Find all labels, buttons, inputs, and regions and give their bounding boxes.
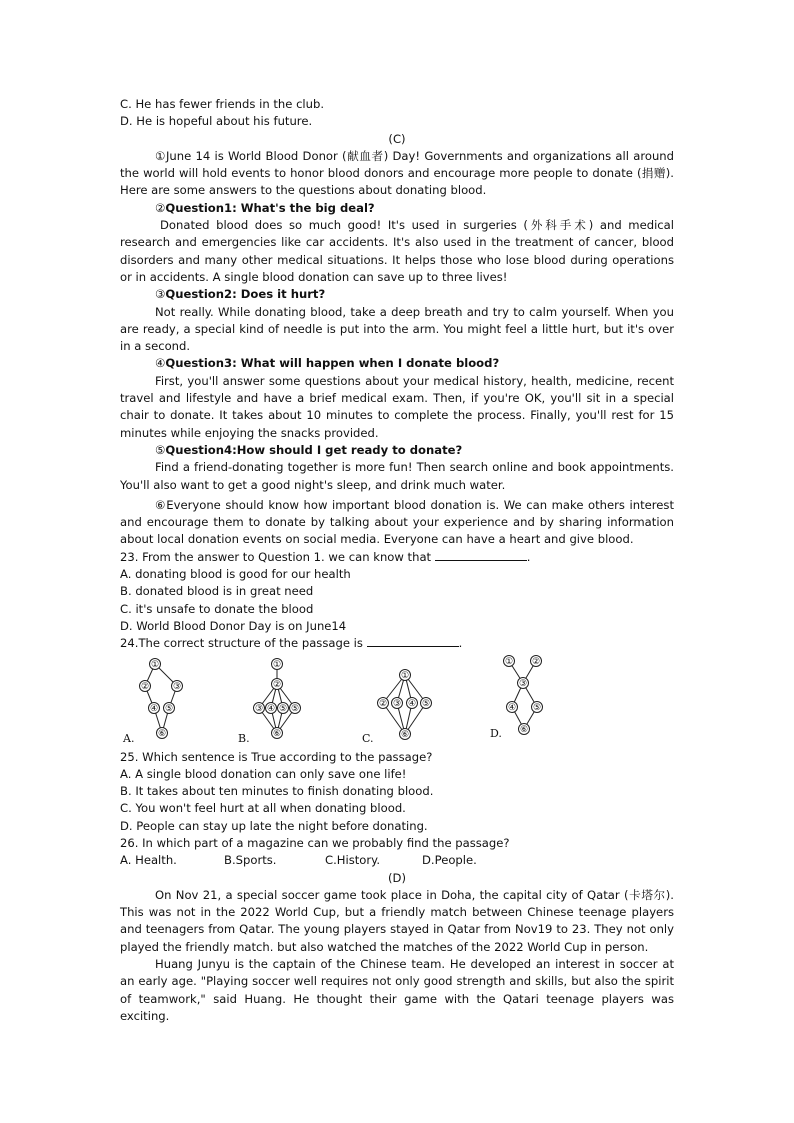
q26-option-a: A. Health. [120,853,177,868]
passage-c-conclusion: ⑥Everyone should know how important blood donation is. We can make others interest and encourage them to donate by talking about your experience and by sharing information about local donation events on social media. Everyone can have a heart and give blood. [120,497,674,547]
diagram-c-node-6: ⑥ [400,729,410,740]
q23-answer-blank[interactable] [435,549,527,561]
q24-stem-end: . [458,636,463,651]
diagram-b-node-2: ② [272,679,282,690]
diagram-d-node-3: ③ [518,678,528,689]
question1-title: Question1: What's the big deal? [165,200,375,215]
question1-answer: Donated blood does so much good! It's used in surgeries (外科手术) and medical research and emergencies like car accidents. It's also used in the treatment of cancer, blood disorders and many other medical situations. It helps those who lose blood during operations or in accidents. A single blood donation can save up to three lives! [120,218,674,284]
q26-options [120,852,674,869]
q25-option-b: B. It takes about ten minutes to finish donating blood. [120,784,434,799]
question3-answer: First, you'll answer some questions about your medical history, health, medicine, recent travel and lifestyle and have a brief medical exam. Then, if you're OK, you'll sit in a special chair to donate. It takes about 10 minutes to complete the process. Finally, you'll rest for 15 minutes while enjoying the snacks provided. [120,373,674,440]
diagram-b-node-4: ④ [266,703,276,714]
q23-stem [120,549,674,566]
q26-option-c: C.History. [325,853,381,868]
structure-diagram-d [490,653,570,749]
diagram-c-label: C. [362,731,374,745]
q23-option-a: A. donating blood is good for our health [120,567,351,582]
q23-option-b: B. donated blood is in great need [120,584,314,599]
q25-option-c: C. You won't feel hurt at all when donating blood. [120,801,406,816]
diagram-d-node-1: ① [504,656,514,667]
q23-option-c: C. it's unsafe to donate the blood [120,601,314,616]
question2-title: Question2: Does it hurt? [165,287,326,302]
diagram-b-node-1: ① [272,659,282,670]
prev-option-d: D. He is hopeful about his future. [120,114,313,129]
passage-d-paragraph-1: On Nov 21, a special soccer game took place in Doha, the capital city of Qatar (卡塔尔). This was not in the 2022 World Cup, but a friendly match between Chinese teenage players and teenagers from Qatar. The young players stayed in Qatar from Nov19 to 23. They not only played the friendly match. but also watched the matches of the 2022 World Cup in person. [120,887,674,954]
question4-answer: Find a friend-donating together is more fun! Then search online and book appointments. You'll also want to get a good night's sleep, and drink much water. [120,460,674,492]
q23-stem-end: . [526,549,531,564]
q23-stem-text: 23. From the answer to Question 1. we can know that [120,549,432,564]
diagram-d-node-2: ② [531,656,541,667]
diagram-c-node-4: ④ [407,698,417,709]
q24-stem [120,635,674,652]
structure-diagram-b [238,653,318,749]
diagram-a-label: A. [123,731,135,745]
question2-number: ③ [155,287,166,302]
q26-option-d: D.People. [422,853,477,868]
diagram-c-node-5: ⑤ [421,698,431,709]
q25-option-d: D. People can stay up late the night before donating. [120,818,428,833]
diagram-c-node-2: ② [378,698,388,709]
diagram-c-node-3: ③ [392,698,402,709]
structure-diagrams [120,653,674,749]
prev-option-c: C. He has fewer friends in the club. [120,97,325,111]
passage-c-intro: ①June 14 is World Blood Donor (献血者) Day! Governments and organizations all around the world will hold events to honor blood donors and encourage more people to donate (捐赠). Here are some answers to the questions about donating blood. [120,148,674,198]
diagram-a-node-2: ② [140,681,150,692]
q25-option-a: A. A single blood donation can only save one life! [120,766,407,781]
diagram-b-label: B. [238,731,250,745]
question3-title: Question3: What will happen when I donate blood? [165,356,500,371]
diagram-b-node-5: ⑤ [278,703,288,714]
diagram-a-node-4: ④ [149,703,159,714]
diagram-d-node-4: ④ [507,702,517,713]
q26-stem: 26. In which part of a magazine can we probably find the passage? [120,835,510,850]
passage-d-paragraph-2: Huang Junyu is the captain of the Chinese team. He developed an interest in soccer at an early age. "Playing soccer well requires not only good strength and skills, but also the spirit of teamwork," said Huang. He thought their game with the Qatari teenage players was exciting. [120,957,674,1023]
diagram-b-node-6: ⑥ [272,728,282,739]
q24-stem-text: 24.The correct structure of the passage is [120,636,363,651]
q25-stem: 25. Which sentence is True according to the passage? [120,749,433,764]
question4-heading [120,442,674,459]
diagram-b-node-5b: ⑤ [290,703,300,714]
diagram-a-node-3: ③ [172,681,182,692]
question1-number: ② [155,200,166,215]
diagram-a-node-1: ① [150,659,160,670]
diagram-b-node-3: ③ [254,703,264,714]
exam-page [120,96,674,1025]
diagram-a-node-6: ⑥ [157,728,167,739]
q24-answer-blank[interactable] [367,635,459,647]
diagram-d-label: D. [490,726,502,740]
diagram-d-node-5: ⑤ [532,702,542,713]
question2-answer: Not really. While donating blood, take a deep breath and try to calm yourself. When you are ready, a special kind of needle is put into the arm. You might feel a little hurt, but it's over in a second. [120,304,674,354]
diagram-c-node-1: ① [400,670,410,681]
passage-c-label: (C) [388,131,406,146]
diagram-a-node-5: ⑤ [164,703,174,714]
q26-option-b: B.Sports. [224,853,277,868]
passage-d-label: (D) [388,870,406,885]
q23-option-d: D. World Blood Donor Day is on June14 [120,618,347,633]
question1-heading [120,200,674,217]
question3-heading [120,355,674,372]
question4-number: ⑤ [155,442,166,457]
diagram-d-node-6: ⑥ [519,724,529,735]
question2-heading [120,286,674,303]
question3-number: ④ [155,356,166,371]
question4-title: Question4:How should I get ready to donate? [165,442,463,457]
